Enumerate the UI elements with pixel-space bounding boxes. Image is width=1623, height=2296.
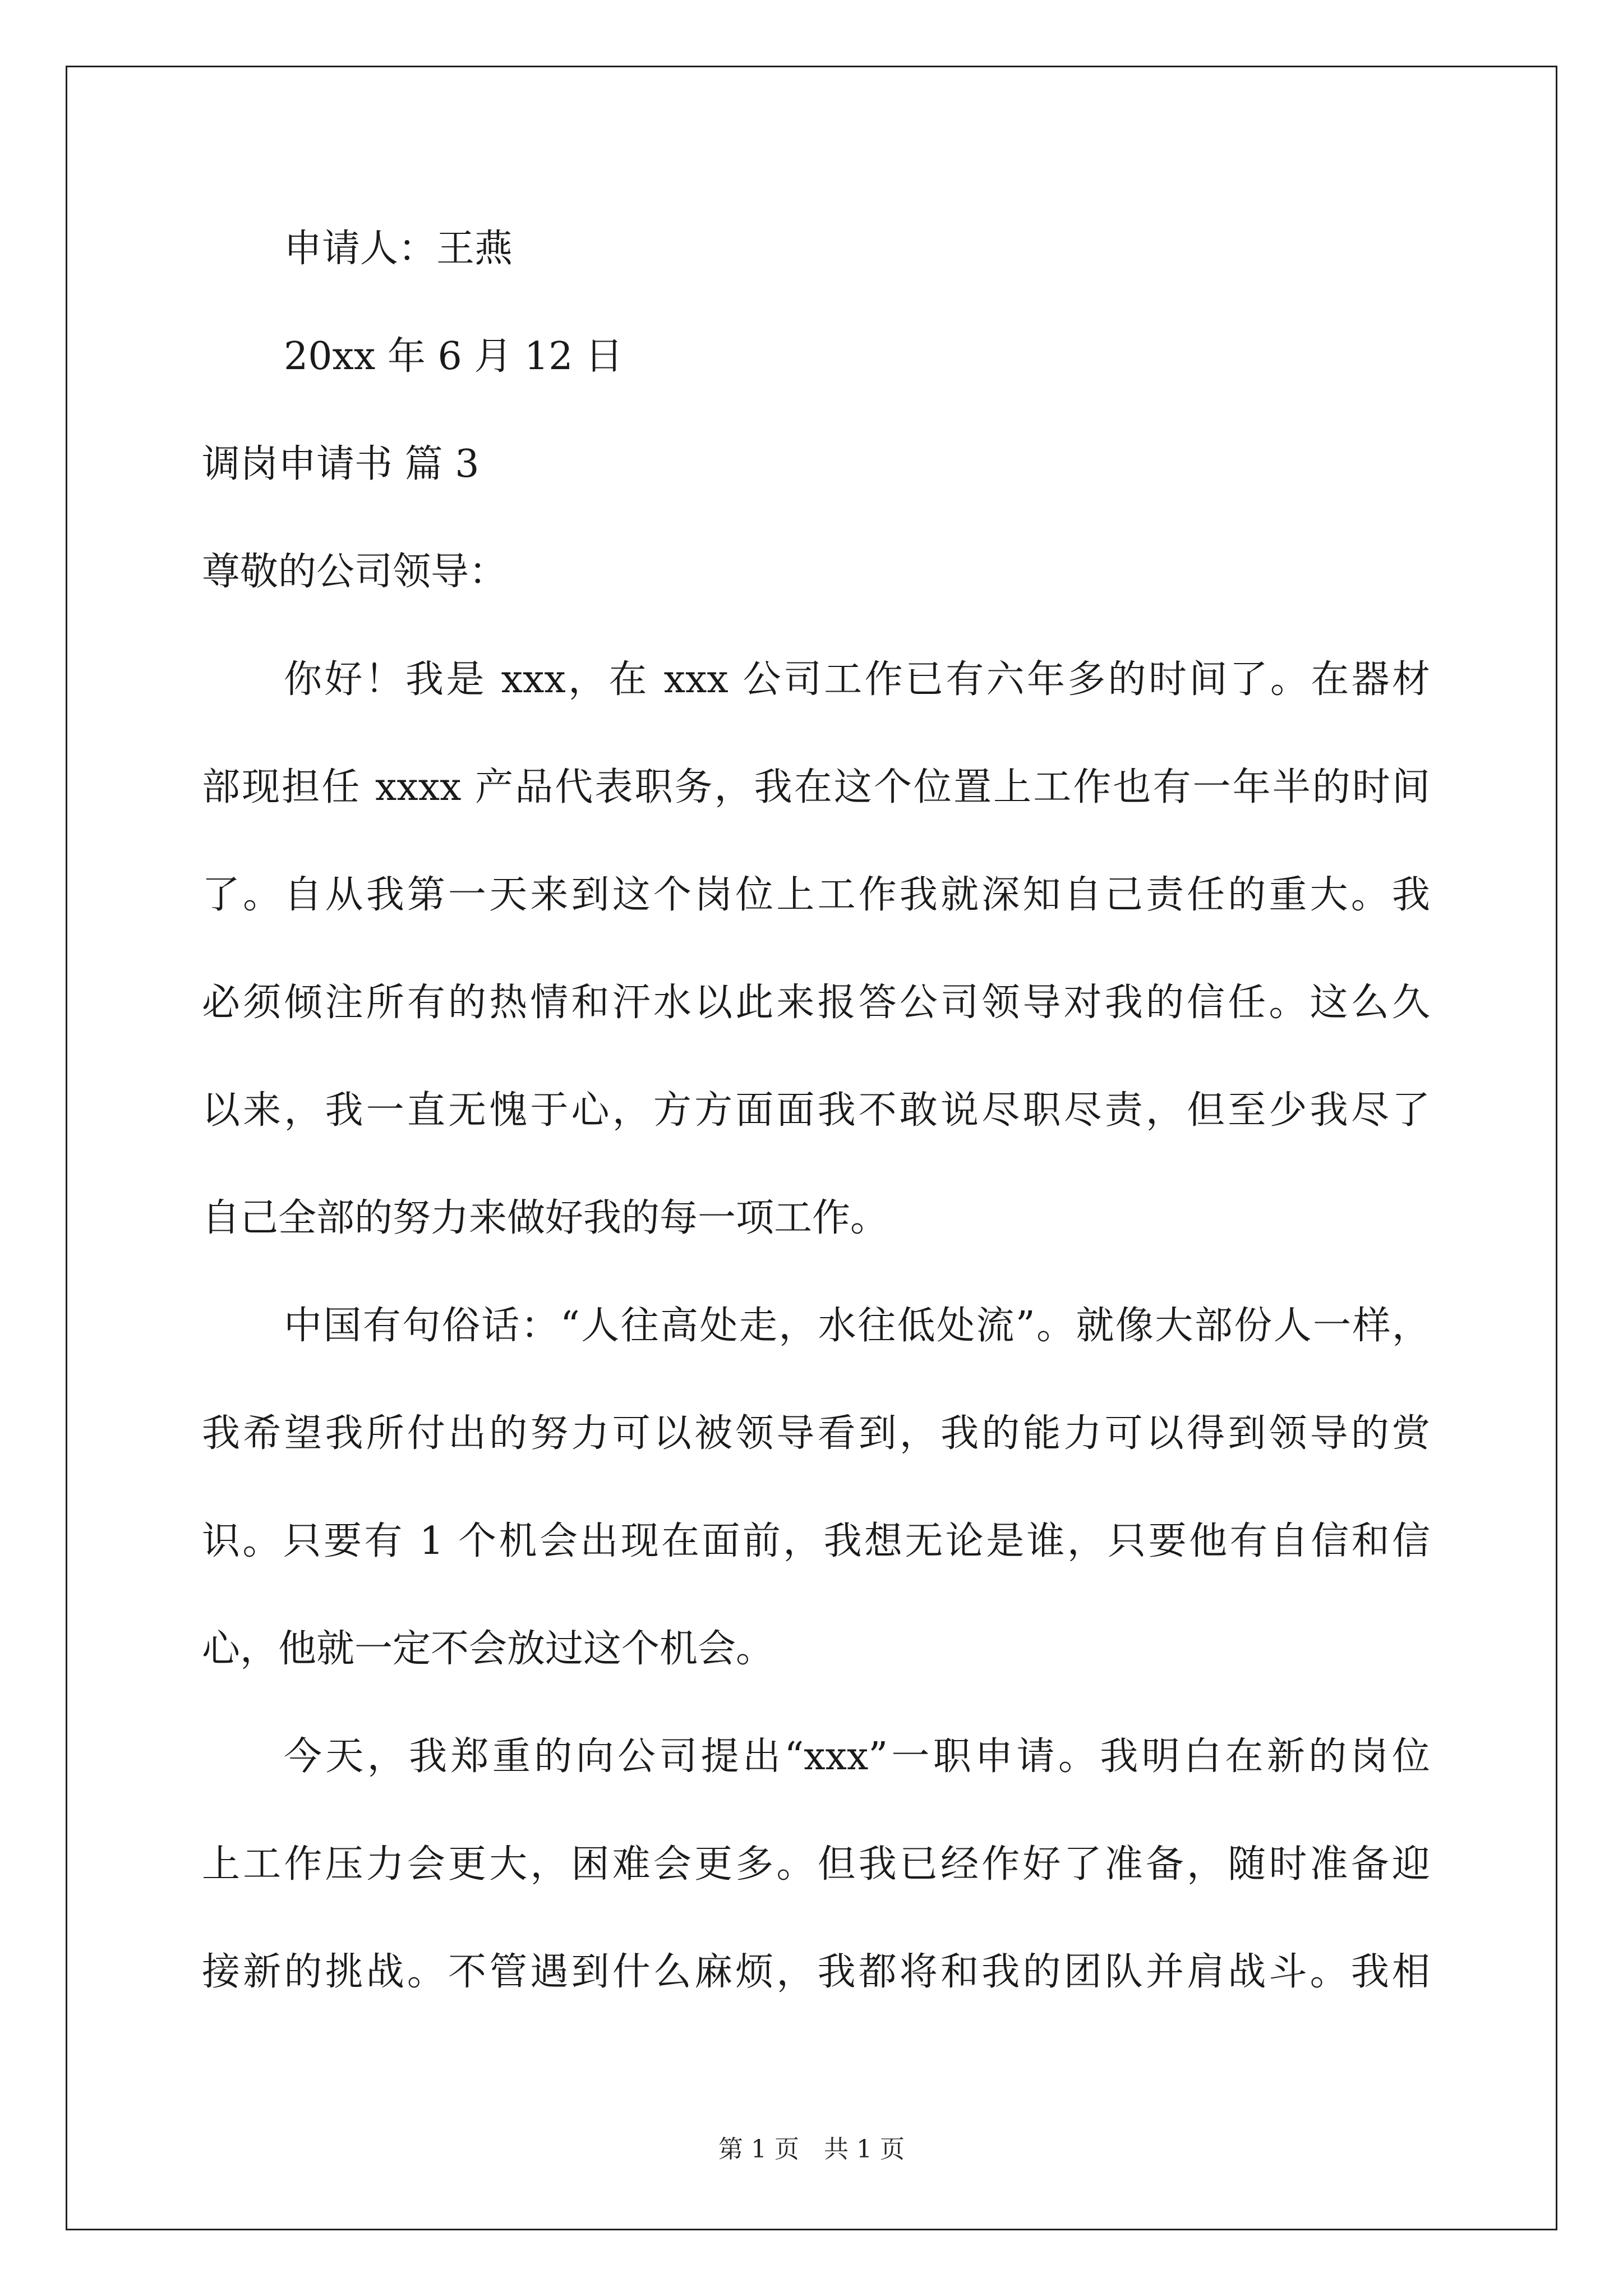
- salutation: 尊敬的公司领导：: [202, 550, 508, 594]
- page-border: [66, 66, 1557, 2230]
- paragraph-line: 你好！我是 xxx，在 xxx 公司工作已有六年多的时间了。在器材: [284, 657, 1430, 702]
- paragraph-line: 部现担任 xxxx 产品代表职务，我在这个位置上工作也有一年半的时间: [202, 765, 1430, 809]
- paragraph-line: 必须倾注所有的热情和汗水以此来报答公司领导对我的信任。这么久: [202, 981, 1430, 1025]
- paragraph-line: 识。只要有 1 个机会出现在面前，我想无论是谁，只要他有自信和信: [202, 1519, 1430, 1563]
- paragraph-line: 今天，我郑重的向公司提出“xxx”一职申请。我明白在新的岗位: [284, 1734, 1430, 1779]
- date-line: 20xx 年 6 月 12 日: [284, 334, 624, 379]
- paragraph-line: 心，他就一定不会放过这个机会。: [202, 1627, 774, 1671]
- paragraph-line: 自己全部的努力来做好我的每一项工作。: [202, 1196, 889, 1240]
- paragraph-line: 我希望我所付出的努力可以被领导看到，我的能力可以得到领导的赏: [202, 1411, 1430, 1456]
- section-title: 调岗申请书 篇 3: [202, 442, 479, 486]
- page-footer: 第 1 页 共 1 页: [718, 2135, 905, 2164]
- applicant-line: 申请人：王燕: [284, 227, 513, 271]
- paragraph-line: 以来，我一直无愧于心，方方面面我不敢说尽职尽责，但至少我尽了: [202, 1088, 1430, 1133]
- paragraph-line: 上工作压力会更大，困难会更多。但我已经作好了准备，随时准备迎: [202, 1842, 1430, 1887]
- paragraph-line: 接新的挑战。不管遇到什么麻烦，我都将和我的团队并肩战斗。我相: [202, 1950, 1430, 1994]
- paragraph-line: 中国有句俗话：“人往高处走，水往低处流”。就像大部份人一样，: [284, 1304, 1430, 1348]
- paragraph-line: 了。自从我第一天来到这个岗位上工作我就深知自己责任的重大。我: [202, 873, 1430, 917]
